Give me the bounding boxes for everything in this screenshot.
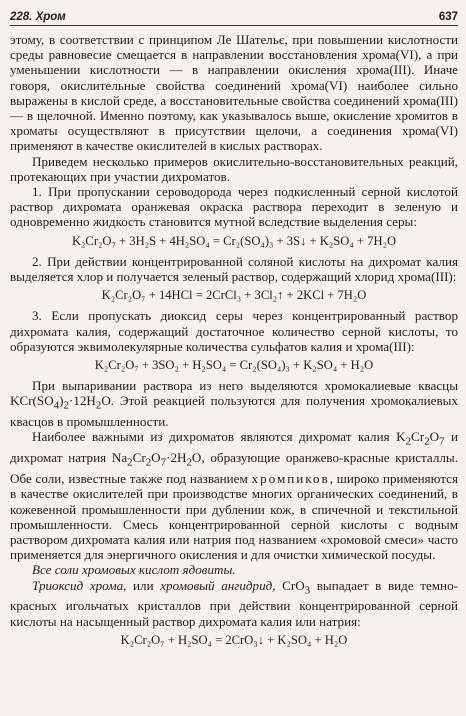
subscript: 2 (63, 400, 69, 413)
term-italic: хромовый ангидрид (160, 577, 273, 593)
paragraph: этому, в соответствии с принципом Ле Шательє, при повышении кислотности среды равновесие смещается в направлении восстановления хрома(VI), а при уменьшении кислотности — в направлении окисления хрома(III). Иначе говоря, окислительные свойства соединений хрома(VI) наиболее сильно выражены в кислой среде, а восстановительные свойства соединений хрома(III) — в щелочной. Именно поэтому, как указывалось выше, окисление хромитов в хроматы осуществляют в присутствии щелочи, а соединения хрома(VI) применяют в качестве окислителей в кислых растворах. (10, 32, 458, 154)
warning-line: Все соли хромовых кислот ядовиты. (32, 562, 236, 578)
subscript: 4 (53, 400, 60, 413)
text-run: ·2H (166, 450, 187, 466)
equation: K₂Cr₂O₇ + 14HCl = 2CrCl₃ + 3Cl₂↑ + 2KCl + 7H₂O (101, 288, 367, 303)
page-number: 637 (438, 11, 458, 23)
text-run: , CrO (272, 577, 305, 593)
paragraph: 2. При действии концентрированной соляной кислоты на дихромат калия выделяется хлор и получается зеленый раствор, содержащий хлорид хрома(III): (10, 253, 458, 285)
term-italic: Триоксид хрома (32, 577, 124, 593)
paragraph (10, 578, 458, 629)
equation: K₂Cr₂O₇ + 3SO₂ + H₂SO₄ = Cr₂(SO₄)₃ + K₂SO₄ + H₂O (94, 358, 374, 373)
text-run: O. Этой реакцией пользуются для получения хромокалиевых квасцов в промышленности. (10, 393, 458, 430)
subscript: 2 (405, 436, 412, 449)
subscript: 7 (160, 456, 167, 469)
paragraph (10, 429, 458, 562)
text-run: ·12H (68, 393, 96, 409)
text-run: ) (59, 393, 64, 409)
subscript: 2 (145, 456, 152, 469)
text-run: выпадает в виде темно-красных игольчатых кристаллов при действии концентрированной серной кислоты на насыщенный раствор дихромата калия или натрия: (10, 577, 458, 629)
paragraph (10, 378, 458, 429)
page-header (10, 0, 458, 26)
spaced-term: хромпиков (251, 471, 330, 487)
page-body (10, 32, 458, 648)
equation: K₂Cr₂O₇ + 3H₂S + 4H₂SO₄ = Cr₂(SO₄)₃ + 3S↓ + K₂SO₄ + 7H₂O (71, 233, 397, 248)
text-run: , широко применяются в качестве окислителей при производстве многих органических соединений, в кожевенной промышленности при дублении кож, в спичечной и текстильной промышленности. Смесь концентрированной серной кислоты с водным раствором дихромата калия или натрия под названием «хромовой смеси» часто применяется для энергичного окисления и для очистки химической посуды. (10, 471, 458, 563)
text-run: Cr (132, 450, 146, 466)
text-run: и дихромат натрия Na (10, 429, 459, 466)
text-run: Cr (411, 429, 425, 445)
paragraph: 3. Если пропускать диоксид серы через концентрированный раствор дихромата калия, содержащий достаточное количество серной кислоты, то образуются эквимолекулярные количества сульфатов калия и хрома(III): (10, 308, 458, 354)
equation: K₂Cr₂O₇ + H₂SO₄ = 2CrO₃↓ + K₂SO₄ + H₂O (120, 632, 348, 647)
subscript: 2 (424, 436, 430, 449)
text-run: При выпаривании раствора из него выделяются хромокалиевые квасцы KCr(SO (10, 378, 458, 409)
text-run: O, образующие оранжево-красные кристаллы. Обе соли, известные также под названием (10, 450, 458, 487)
subscript: 2 (186, 456, 192, 469)
subscript: 2 (127, 456, 133, 469)
text-run: , или (123, 577, 161, 593)
text-run: O (429, 429, 440, 445)
paragraph: 1. При пропускании сероводорода через подкисленный серной кислотой раствор дихромата оранжевая окраска раствора переходит в зеленую и одновременно жидкость становится мутной вследствие выделения серы: (10, 184, 458, 230)
subscript: 7 (439, 436, 445, 449)
subscript: 3 (304, 584, 311, 597)
subscript: 2 (95, 400, 102, 413)
paragraph: Приведем несколько примеров окислительно-восстановительных реакций, протекающих при участии дихроматов. (10, 153, 458, 184)
section-title: 228. Хром (10, 11, 66, 23)
text-run: O (151, 450, 161, 466)
text-run: Наиболее важными из дихроматов являются дихромат калия K (32, 429, 406, 445)
